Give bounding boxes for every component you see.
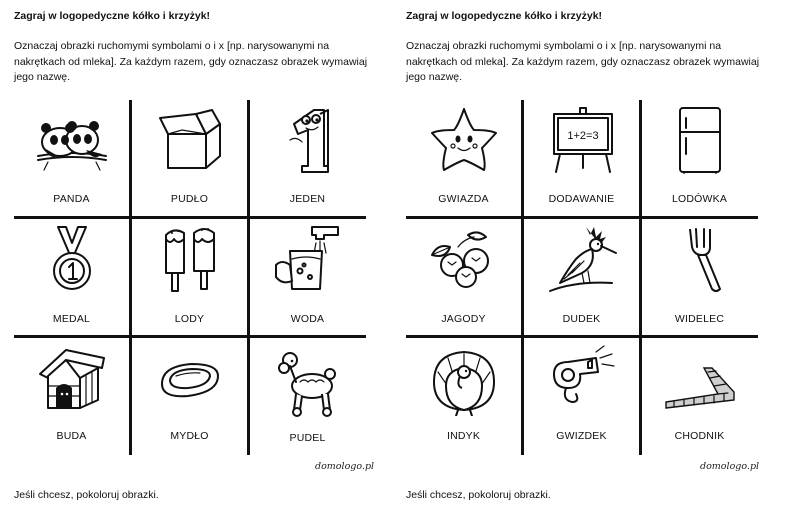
board-equation: 1+2=3	[567, 130, 599, 142]
picture-label: WIDELEC	[674, 313, 725, 325]
picture-label: GWIAZDA	[438, 193, 489, 205]
watermark-logo: domologo.pl	[315, 461, 375, 472]
soap-icon	[154, 344, 226, 412]
sidewalk-icon	[648, 344, 752, 412]
picture-label: JAGODY	[441, 313, 486, 325]
picture-label: WODA	[290, 313, 325, 325]
worksheet-instruction: Oznaczaj obrazki ruchomymi symbolami o i x [np. narysowanymi na nakrętkach od mleka]. Za każdym razem, gdy oznaczasz obrazek wymawiaj jego nazwę.	[406, 40, 760, 83]
worksheet-panel-right	[392, 0, 772, 518]
picture-label: PUDŁO	[170, 193, 209, 205]
worksheet-panel-left	[0, 0, 380, 518]
coloring-note: Jeśli chcesz, pokoloruj obrazki.	[14, 489, 159, 501]
picture-label: MYDŁO	[170, 430, 209, 442]
picture-cell-lody[interactable]	[132, 219, 247, 335]
picture-cell-jagody[interactable]	[406, 219, 521, 335]
picture-label: MEDAL	[52, 313, 91, 325]
picture-cell-woda[interactable]	[250, 219, 365, 335]
picture-label: LODÓWKA	[671, 193, 728, 205]
picture-label: DUDEK	[562, 313, 601, 325]
worksheet-title: Zagraj w logopedyczne kółko i krzyżyk!	[406, 10, 603, 22]
berries-icon	[428, 225, 500, 293]
doghouse-icon	[36, 344, 108, 412]
picture-cell-lodowka[interactable]	[642, 100, 757, 216]
water-glass-icon	[272, 225, 344, 293]
ice-cream-icon	[154, 225, 226, 293]
picture-label: DODAWANIE	[548, 193, 615, 205]
picture-cell-indyk[interactable]	[406, 338, 521, 454]
tic-tac-toe-grid	[406, 100, 758, 455]
watermark-logo: domologo.pl	[700, 461, 760, 472]
picture-cell-dudek[interactable]	[524, 219, 639, 335]
tic-tac-toe-grid	[14, 100, 366, 455]
star-icon	[428, 106, 500, 174]
picture-cell-jeden[interactable]	[250, 100, 365, 216]
number-one-icon	[272, 106, 344, 174]
picture-cell-gwiazda[interactable]	[406, 100, 521, 216]
picture-cell-widelec[interactable]	[642, 219, 757, 335]
whistle-icon	[546, 344, 618, 412]
turkey-icon	[428, 348, 500, 416]
worksheet-title: Zagraj w logopedyczne kółko i krzyżyk!	[14, 10, 211, 22]
panda-icon	[36, 106, 108, 174]
picture-cell-buda[interactable]	[14, 338, 129, 454]
coloring-note: Jeśli chcesz, pokoloruj obrazki.	[406, 489, 551, 501]
picture-label: PANDA	[53, 193, 90, 205]
poodle-icon	[272, 352, 344, 420]
medal-icon	[36, 225, 108, 293]
picture-label: BUDA	[56, 430, 87, 442]
worksheet-instruction: Oznaczaj obrazki ruchomymi symbolami o i x [np. narysowanymi na nakrętkach od mleka]. Za każdym razem, gdy oznaczasz obrazek wymawiaj jego nazwę.	[14, 40, 368, 83]
hoopoe-bird-icon	[546, 225, 618, 293]
picture-label: JEDEN	[289, 193, 326, 205]
picture-cell-medal[interactable]	[14, 219, 129, 335]
picture-label: PUDEL	[289, 432, 326, 444]
picture-label: GWIZDEK	[556, 430, 607, 442]
fridge-icon	[664, 106, 736, 174]
picture-cell-chodnik[interactable]	[642, 338, 757, 454]
picture-cell-mydlo[interactable]	[132, 338, 247, 454]
picture-label: INDYK	[446, 430, 481, 442]
box-icon	[154, 106, 226, 174]
picture-label: LODY	[174, 313, 205, 325]
blackboard-icon	[546, 106, 618, 174]
picture-cell-pudel[interactable]	[250, 338, 365, 454]
picture-cell-panda[interactable]	[14, 100, 129, 216]
picture-label: CHODNIK	[674, 430, 725, 442]
picture-cell-pudlo[interactable]	[132, 100, 247, 216]
fork-icon	[664, 225, 736, 293]
picture-cell-gwizdek[interactable]	[524, 338, 639, 454]
picture-cell-dodawanie[interactable]	[524, 100, 639, 216]
